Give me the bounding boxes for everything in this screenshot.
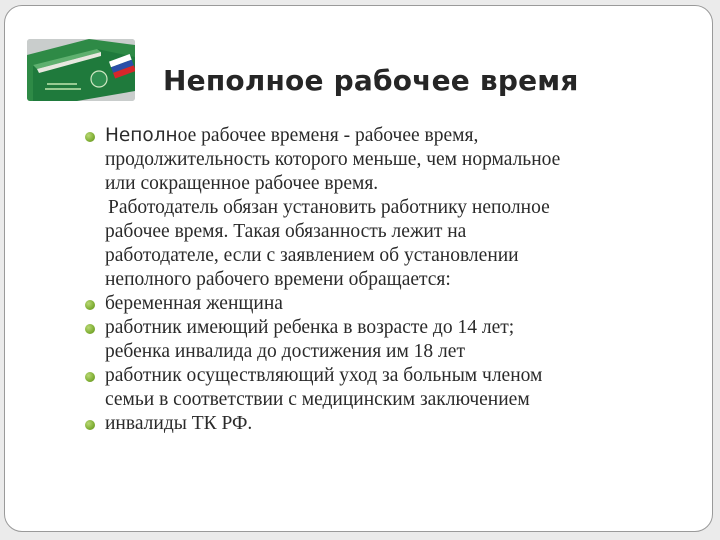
list-item — [83, 124, 683, 196]
intro-line-3: или сокращенное рабочее время. — [105, 173, 379, 194]
bullet-dot-icon — [85, 372, 95, 382]
list-item — [83, 364, 683, 412]
slide-frame — [4, 5, 713, 532]
intro-line-1: ое рабочее временя - рабочее время, — [177, 125, 479, 146]
bullet-dot-icon — [85, 324, 95, 334]
list-item — [83, 292, 683, 316]
intro-lead: Неполн — [105, 125, 178, 146]
bullet-line: семьи в соответствии с медицинским заключением — [105, 389, 530, 410]
bullet-line: работник имеющий ребенка в возрасте до 14 лет; — [105, 317, 515, 338]
list-item — [83, 412, 683, 436]
bullet-line: беременная женщина — [105, 293, 283, 314]
paragraph-line-2: рабочее время. Такая обязанность лежит на — [105, 221, 467, 242]
labor-code-book-image — [27, 39, 135, 101]
bullet-dot-icon — [85, 420, 95, 430]
paragraph — [83, 196, 683, 292]
paragraph-line-3: работодателе, если с заявлением об установлении — [105, 245, 519, 266]
slide-body — [83, 124, 683, 436]
paragraph-line-1: Работодатель обязан установить работнику неполное — [108, 197, 550, 218]
intro-line-2: продолжительность которого меньше, чем нормальное — [105, 149, 561, 170]
bullet-line: инвалиды ТК РФ. — [105, 413, 253, 434]
bullet-line: работник осуществляющий уход за больным членом — [105, 365, 543, 386]
page-title: Неполное рабочее время — [163, 64, 579, 97]
list-item — [83, 316, 683, 364]
paragraph-line-4: неполного рабочего времени обращается: — [105, 269, 451, 290]
bullet-dot-icon — [85, 132, 95, 142]
bullet-line: ребенка инвалида до достижения им 18 лет — [105, 341, 465, 362]
bullet-dot-icon — [85, 300, 95, 310]
